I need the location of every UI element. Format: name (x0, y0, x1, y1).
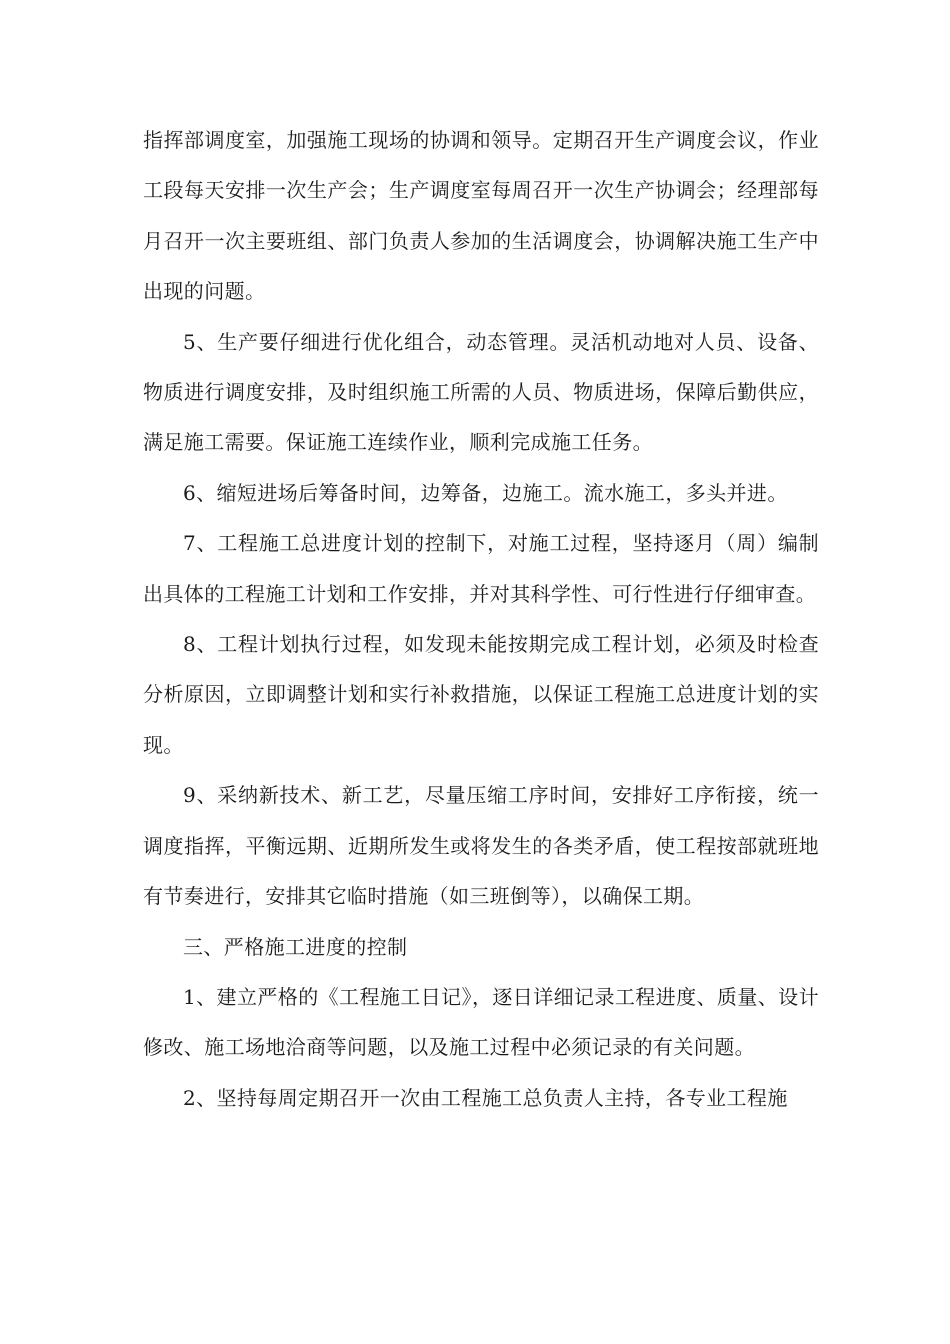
paragraph-section3-item-1: 1、建立严格的《工程施工日记》，逐日详细记录工程进度、质量、设计修改、施工场地洽商等问题，以及施工过程中必须记录的有关问题。 (143, 984, 819, 1060)
paragraph-section3-item-2: 2、坚持每周定期召开一次由工程施工总负责人主持，各专业工程施 (183, 1085, 788, 1110)
paragraph-item-5: 5、生产要仔细进行优化组合，动态管理。灵活机动地对人员、设备、物质进行调度安排，及时组织施工所需的人员、物质进场，保障后勤供应，满足施工需要。保证施工连续作业，顺利完成施工任务。 (143, 329, 819, 455)
paragraph-item-6: 6、缩短进场后筹备时间，边筹备，边施工。流水施工，多头并进。 (183, 480, 788, 505)
paragraph-item-8: 8、工程计划执行过程，如发现未能按期完成工程计划，必须及时检查分析原因，立即调整计划和实行补救措施，以保证工程施工总进度计划的实现。 (143, 632, 819, 757)
section-heading-3: 三、严格施工进度的控制 (183, 934, 408, 959)
paragraph-item-9: 9、采纳新技术、新工艺，尽量压缩工序时间，安排好工序衔接，统一调度指挥，平衡远期、近期所发生或将发生的各类矛盾，使工程按部就班地有节奏进行，安排其它临时措施（如三班倒等），以确保工期。 (143, 783, 819, 909)
paragraph-dispatch-room: 指挥部调度室，加强施工现场的协调和领导。定期召开生产调度会议，作业工段每天安排一次生产会；生产调度室每周召开一次生产协调会；经理部每月召开一次主要班组、部门负责人参加的生活调度会，协调解决施工生产中出现的问题。 (143, 128, 819, 304)
document-body (143, 115, 819, 1123)
paragraph-item-7: 7、工程施工总进度计划的控制下，对施工过程，坚持逐月（周）编制出具体的工程施工计划和工作安排，并对其科学性、可行性进行仔细审查。 (143, 531, 819, 606)
